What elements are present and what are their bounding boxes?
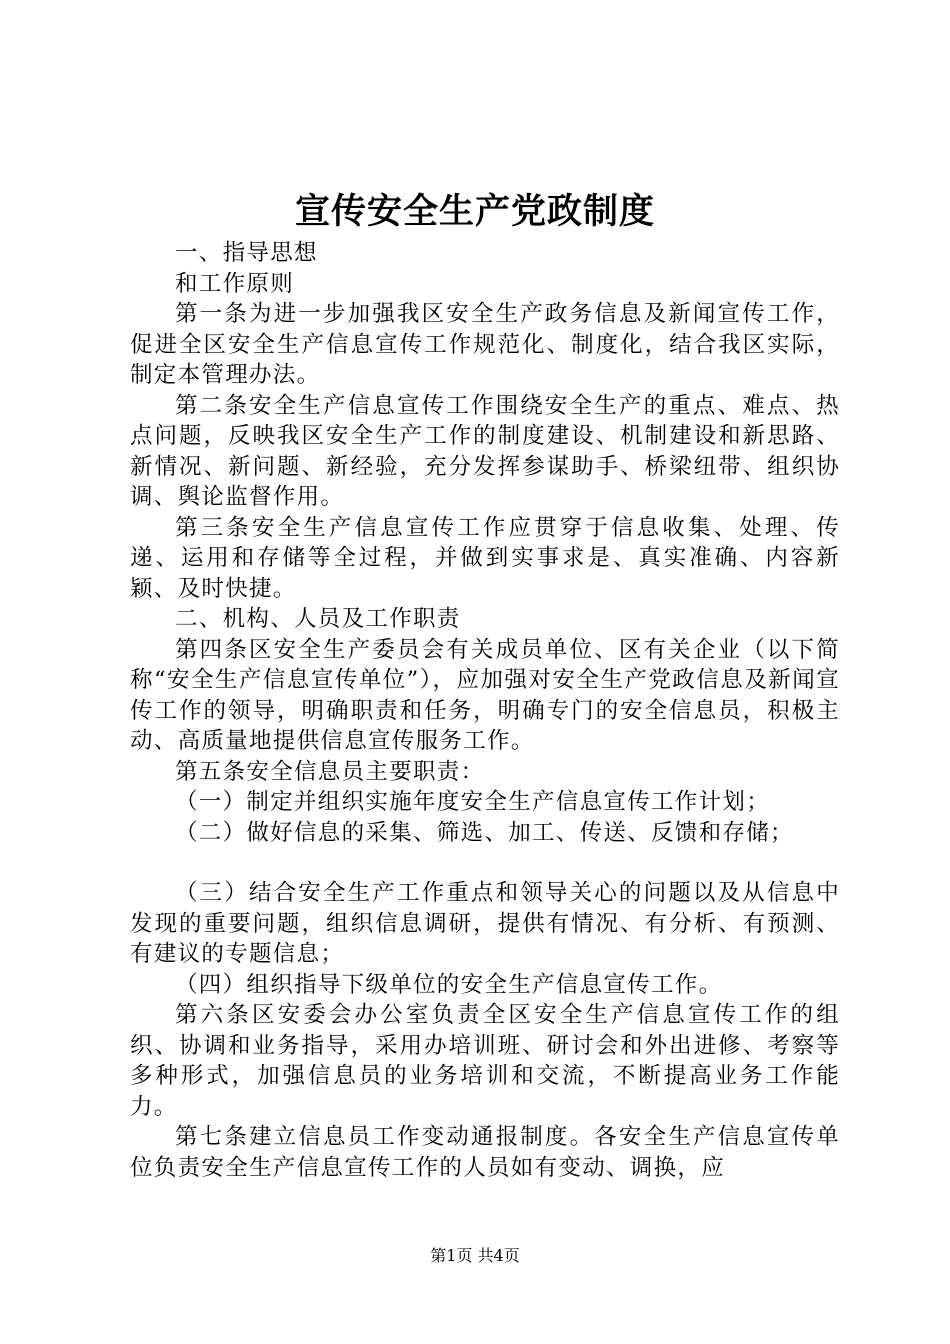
duty-item-2: （二）做好信息的采集、筛选、加工、传送、反馈和存储； — [175, 819, 794, 846]
article-1-paragraph: 第一条为进一步加强我区安全生产政务信息及新闻宣传工作，促进全区安全生产信息宣传工作规范化、制度化，结合我区实际，制定本管理办法。 — [130, 301, 840, 388]
section-heading-organization: 二、机构、人员及工作职责 — [175, 606, 461, 632]
page-number-footer: 第1页 共4页 — [430, 1246, 520, 1265]
article-3-paragraph: 第三条安全生产信息宣传工作应贯穿于信息收集、处理、传递、运用和存储等全过程，并做到实事求是、真实准确、内容新颖、及时快捷。 — [130, 514, 840, 602]
document-body — [130, 238, 840, 1183]
article-7-paragraph: 第七条建立信息员工作变动通报制度。各安全生产信息宣传单位负责安全生产信息宣传工作的人员如有变动、调换，应 — [130, 1124, 840, 1181]
duty-item-4: （四）组织指导下级单位的安全生产信息宣传工作。 — [175, 971, 723, 998]
section-heading-guiding-ideology: 一、指导思想 — [175, 240, 318, 266]
document-title: 宣传安全生产党政制度 — [294, 191, 655, 232]
duty-item-1: （一）制定并组织实施年度安全生产信息宣传工作计划； — [175, 789, 771, 815]
article-5-paragraph: 第五条安全信息员主要职责： — [175, 758, 485, 785]
duty-item-3: （三）结合安全生产工作重点和领导关心的问题以及从信息中发现的重要问题，组织信息调研，提供有情况、有分析、有预测、有建议的专题信息； — [130, 880, 840, 967]
article-6-paragraph: 第六条区安委会办公室负责全区安全生产信息宣传工作的组织、协调和业务指导，采用办培训班、研讨会和外出进修、考察等多种形式，加强信息员的业务培训和交流，不断提高业务工作能力。 — [130, 1002, 840, 1120]
article-4-paragraph: 第四条区安全生产委员会有关成员单位、区有关企业（以下简称“安全生产信息宣传单位”），应加强对安全生产党政信息及新闻宣传工作的领导，明确职责和任务，明确专门的安全信息员，积极主动、高质量地提供信息宣传服务工作。 — [130, 636, 840, 754]
section-heading-work-principles: 和工作原则 — [175, 270, 295, 297]
article-2-paragraph: 第二条安全生产信息宣传工作围绕安全生产的重点、难点、热点问题，反映我区安全生产工作的制度建设、机制建设和新思路、新情况、新问题、新经验，充分发挥参谋助手、桥梁纽带、组织协调、舆论监督作用。 — [130, 392, 840, 510]
